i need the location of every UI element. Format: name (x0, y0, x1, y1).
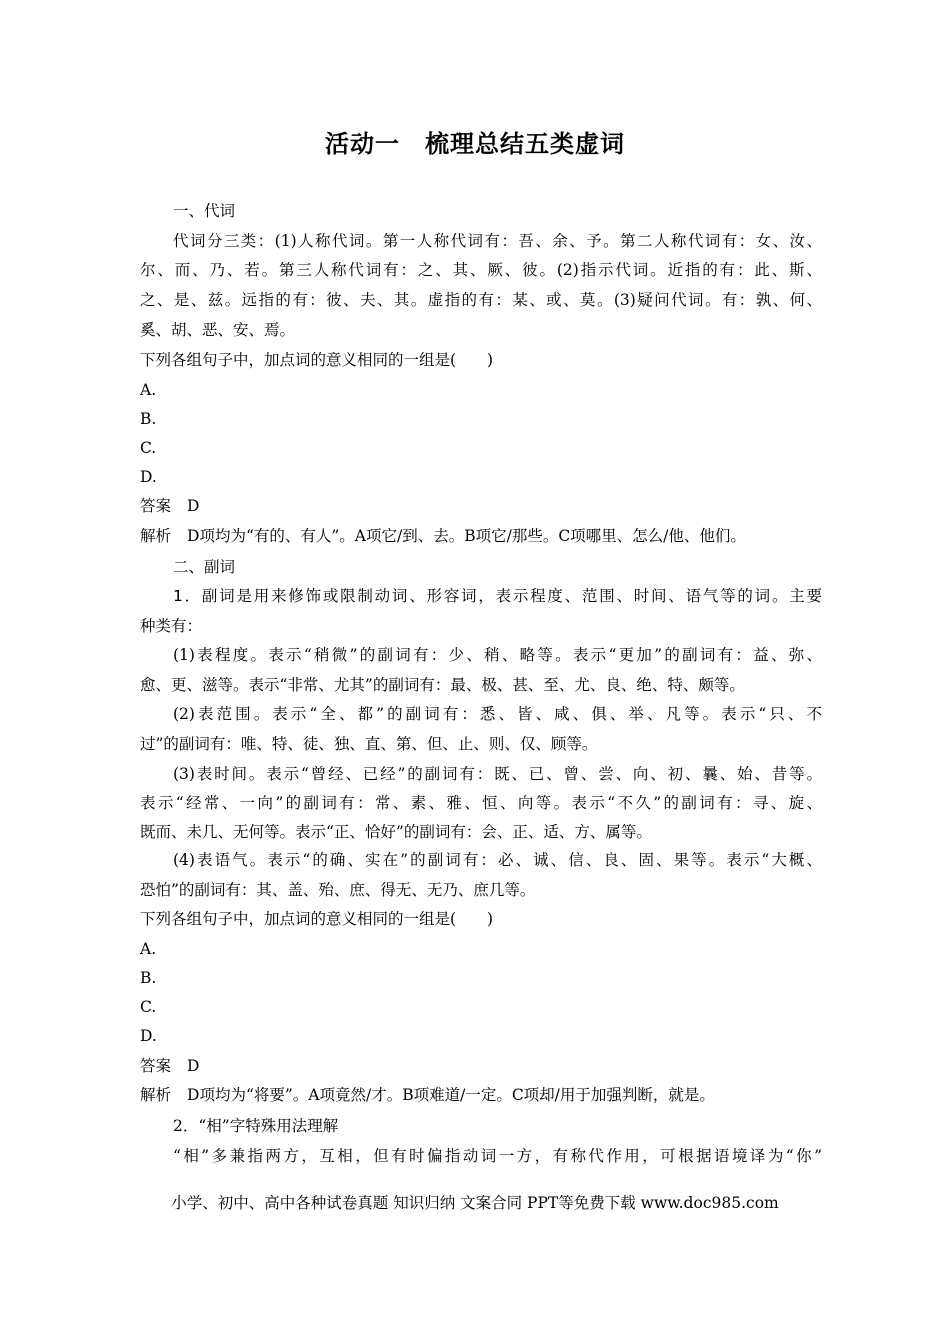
paragraph-line: 1．副词是用来修饰或限制动词、形容词，表示程度、范围、时间、语气等的词。主要 (173, 587, 822, 605)
option-b: B. (140, 969, 157, 987)
page-title: 活动一 梳理总结五类虚词 (325, 130, 625, 158)
paragraph-line: 愈、更、滋等。表示“非常、尤其”的副词有：最、极、甚、至、尤、良、绝、特、颇等。 (140, 676, 745, 694)
paragraph-line: 种类有： (140, 617, 203, 635)
paragraph-line: 表示“经常、一向”的副词有：常、素、雅、恒、向等。表示“不久”的副词有：寻、旋、 (140, 794, 822, 812)
paragraph-line: (3)表时间。表示“曾经、已经”的副词有：既、已、曾、尝、向、初、曩、始、昔等。 (173, 765, 822, 783)
answer-value: D (187, 1057, 200, 1075)
analysis-row (140, 1085, 822, 1105)
question-text: 下列各组句子中，加点词的意义相同的一组是( ) (140, 910, 494, 928)
option-d: D. (140, 1027, 157, 1045)
option-d: D. (140, 468, 157, 486)
option-b: B. (140, 410, 157, 428)
option-a: A. (140, 940, 157, 958)
answer-row (140, 496, 822, 516)
question-text: 下列各组句子中，加点词的意义相同的一组是( ) (140, 351, 494, 369)
paragraph-line: 代词分三类：(1)人称代词。第一人称代词有：吾、余、予。第二人称代词有：女、汝、 (173, 232, 822, 250)
paragraph-line: (1)表程度。表示“稍微”的副词有：少、稍、略等。表示“更加”的副词有：益、弥、 (173, 646, 822, 664)
answer-value: D (187, 497, 200, 515)
paragraph-line: 之、是、兹。远指的有：彼、夫、其。虚指的有：某、或、莫。(3)疑问代词。有：孰、何、 (140, 291, 822, 309)
paragraph-line: 奚、胡、恶、安、焉。 (140, 321, 296, 339)
answer-label: 答案 (140, 1057, 172, 1075)
analysis-text: D项均为“有的、有人”。A项它/到、去。B项它/那些。C项哪里、怎么/他、他们。 (187, 527, 746, 545)
paragraph-line: 既而、未几、无何等。表示“正、恰好”的副词有：会、正、适、方、属等。 (140, 823, 652, 841)
answer-row (140, 1056, 822, 1076)
section-heading-adverb: 二、副词 (173, 558, 236, 576)
paragraph-line: 尔、而、乃、若。第三人称代词有：之、其、厥、彼。(2)指示代词。近指的有：此、斯、 (140, 261, 822, 279)
option-a: A. (140, 381, 157, 399)
section-heading-pronoun: 一、代词 (173, 202, 236, 220)
analysis-row (140, 526, 822, 546)
paragraph-line: (2)表范围。表示“全、都”的副词有：悉、皆、咸、俱、举、凡等。表示“只、不 (173, 705, 822, 723)
option-c: C. (140, 439, 157, 457)
option-c: C. (140, 998, 157, 1016)
paragraph-line: 恐怕”的副词有：其、盖、殆、庶、得无、无乃、庶几等。 (140, 881, 536, 899)
analysis-label: 解析 (140, 1086, 172, 1104)
analysis-text: D项均为“将要”。A项竟然/才。B项难道/一定。C项却/用于加强判断，就是。 (187, 1086, 715, 1104)
paragraph-line: “相”多兼指两方，互相，但有时偏指动词一方，有称代作用，可根据语境译为“你” (173, 1147, 822, 1165)
answer-label: 答案 (140, 497, 172, 515)
paragraph-line: (4)表语气。表示“的确、实在”的副词有：必、诚、信、良、固、果等。表示“大概、 (173, 851, 822, 869)
analysis-label: 解析 (140, 527, 172, 545)
page-footer: 小学、初中、高中各种试卷真题 知识归纳 文案合同 PPT等免费下载 www.doc985.com (171, 1194, 779, 1212)
paragraph-line: 过”的副词有：唯、特、徒、独、直、第、但、止、则、仅、顾等。 (140, 735, 598, 753)
subheading-xiang: 2．“相”字特殊用法理解 (173, 1117, 339, 1135)
